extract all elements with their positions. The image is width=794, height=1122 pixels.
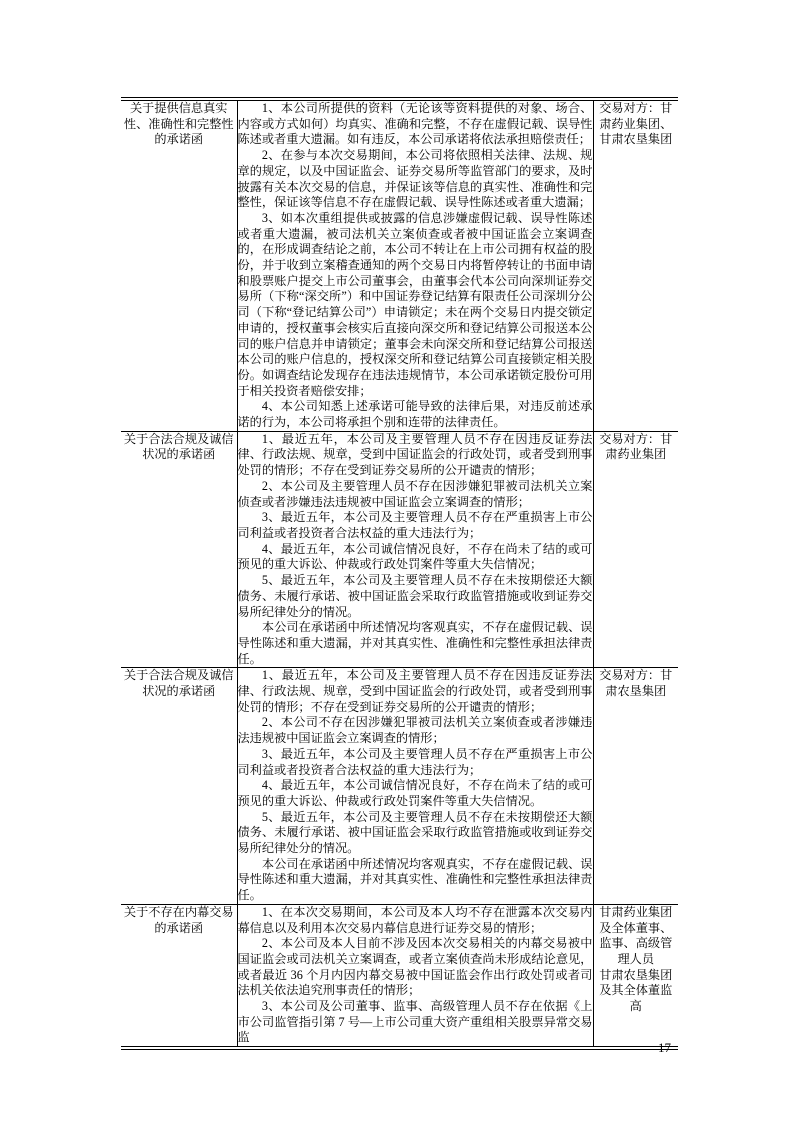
commitments-table [121, 97, 678, 1050]
commitment-paragraph: 1、最近五年，本公司及主要管理人员不存在因违反证券法律、行政法规、规章，受到中国证监会的行政处罚，或者受到刑事处罚的情形；不存在受到证券交易所的公开谴责的情形； [237, 431, 593, 478]
table-row [121, 668, 678, 905]
table-row [121, 904, 678, 1048]
counterparty-cell [593, 904, 678, 1048]
commitment-paragraph: 2、本公司不存在因涉嫌犯罪被司法机关立案侦查或者涉嫌违法违规被中国证监会立案调查的情形； [237, 715, 593, 746]
counterparty-text: 交易对方：甘肃药业集团、甘肃农垦集团 [599, 101, 673, 147]
counterparty-text: 甘肃药业集团及全体董事、监事、高级管理人员 [599, 904, 673, 966]
commitment-paragraph: 1、在本次交易期间，本公司及本人均不存在泄露本次交易内幕信息以及利用本次交易内幕信息进行证券交易的情形； [237, 904, 593, 935]
counterparty-text: 交易对方：甘肃农垦集团 [599, 668, 673, 699]
table-row [121, 99, 678, 431]
commitment-paragraph: 3、如本次重组提供或披露的信息涉嫌虚假记载、误导性陈述或者重大遗漏，被司法机关立案侦查或者被中国证监会立案调查的，在形成调查结论之前，本公司不转让在上市公司拥有权益的股份，并于收到立案稽查通知的两个交易日内将暂停转让的书面申请和股票账户提交上市公司董事会，由董事会代本公司向深圳证券交易所（下称“深交所”）和中国证券登记结算有限责任公司深圳分公司（下称“登记结算公司”）申请锁定；未在两个交易日内提交锁定申请的，授权董事会核实后直接向深交所和登记结算公司报送本公司的账户信息并申请锁定；董事会未向深交所和登记结算公司报送本公司的账户信息的，授权深交所和登记结算公司直接锁定相关股份。如调查结论发现存在违法违规情节，本公司承诺锁定股份可用于相关投资者赔偿安排； [237, 210, 593, 398]
commitment-paragraph: 5、最近五年，本公司及主要管理人员不存在未按期偿还大额债务、未履行承诺、被中国证监会采取行政监管措施或收到证券交易所纪律处分的情况。 [237, 573, 593, 619]
counterparty-cell [593, 668, 678, 905]
commitment-label-cell [121, 668, 237, 905]
page-number: 17 [658, 1040, 671, 1055]
commitment-paragraph: 1、最近五年，本公司及主要管理人员不存在因违反证券法律、行政法规、规章，受到中国证监会的行政处罚，或者受到刑事处罚的情形；不存在受到证券交易所的公开谴责的情形； [237, 668, 593, 714]
commitment-paragraph: 3、最近五年，本公司及主要管理人员不存在严重损害上市公司利益或者投资者合法权益的重大违法行为； [237, 510, 593, 540]
commitment-paragraph: 2、在参与本次交易期间，本公司将依照相关法律、法规、规章的规定，以及中国证监会、证券交易所等监管部门的要求，及时披露有关本次交易的信息，并保证该等信息的真实性、准确性和完整性，保证该等信息不存在虚假记载、误导性陈述或者重大遗漏； [237, 148, 593, 210]
commitment-paragraph: 本公司在承诺函中所述情况均客观真实，不存在虚假记载、误导性陈述和重大遗漏，并对其真实性、准确性和完整性承担法律责任。 [237, 620, 593, 666]
commitment-paragraph: 4、本公司知悉上述承诺可能导致的法律后果，对违反前述承诺的行为，本公司将承担个别和连带的法律责任。 [237, 399, 593, 430]
commitment-paragraph: 2、本公司及本人目前不涉及因本次交易相关的内幕交易被中国证监会或司法机关立案调查，或者立案侦查尚未形成结论意见，或者最近 36 个月内因内幕交易被中国证监会作出行政处罚或者司法机关依法追究刑事责任的情形； [237, 936, 593, 998]
commitment-paragraph: 3、本公司及公司董事、监事、高级管理人员不存在依据《上市公司监管指引第 7 号—上市公司重大资产重组相关股票异常交易监 [237, 999, 593, 1045]
counterparty-text: 甘肃农垦集团及其全体董监高 [599, 967, 673, 1014]
commitment-label-cell [121, 99, 237, 431]
commitment-label: 关于不存在内幕交易的承诺函 [123, 904, 234, 935]
counterparty-text: 交易对方：甘肃药业集团 [599, 431, 673, 462]
commitment-paragraph: 3、最近五年，本公司及主要管理人员不存在严重损害上市公司利益或者投资者合法权益的重大违法行为； [237, 746, 593, 777]
commitment-text-cell [237, 99, 593, 431]
commitment-text-cell [237, 668, 593, 905]
commitment-text-cell [237, 904, 593, 1048]
commitment-label: 关于合法合规及诚信状况的承诺函 [123, 668, 234, 699]
commitment-label-cell [121, 904, 237, 1048]
commitment-label: 关于提供信息真实性、准确性和完整性的承诺函 [123, 101, 234, 147]
commitment-paragraph: 4、最近五年，本公司诚信情况良好，不存在尚未了结的或可预见的重大诉讼、仲裁或行政处罚案件等重大失信情况。 [237, 778, 593, 808]
table-row [121, 431, 678, 668]
commitment-paragraph: 2、本公司及主要管理人员不存在因涉嫌犯罪被司法机关立案侦查或者涉嫌违法违规被中国证监会立案调查的情形； [237, 478, 593, 509]
commitment-paragraph: 1、本公司所提供的资料（无论该等资料提供的对象、场合、内容或方式如何）均真实、准确和完整，不存在虚假记载、误导性陈述或者重大遗漏。如有违反，本公司承诺将依法承担赔偿责任； [237, 101, 593, 147]
commitment-label-cell [121, 431, 237, 668]
commitment-label: 关于合法合规及诚信状况的承诺函 [123, 431, 234, 462]
commitment-paragraph: 本公司在承诺函中所述情况均客观真实，不存在虚假记载、误导性陈述和重大遗漏，并对其真实性、准确性和完整性承担法律责任。 [237, 856, 593, 903]
commitment-paragraph: 5、最近五年，本公司及主要管理人员不存在未按期偿还大额债务、未履行承诺、被中国证监会采取行政监管措施或收到证券交易所纪律处分的情况。 [237, 809, 593, 856]
commitment-text-cell [237, 431, 593, 668]
counterparty-cell [593, 431, 678, 668]
counterparty-cell [593, 99, 678, 431]
commitment-paragraph: 4、最近五年，本公司诚信情况良好，不存在尚未了结的或可预见的重大诉讼、仲裁或行政处罚案件等重大失信情况； [237, 541, 593, 572]
